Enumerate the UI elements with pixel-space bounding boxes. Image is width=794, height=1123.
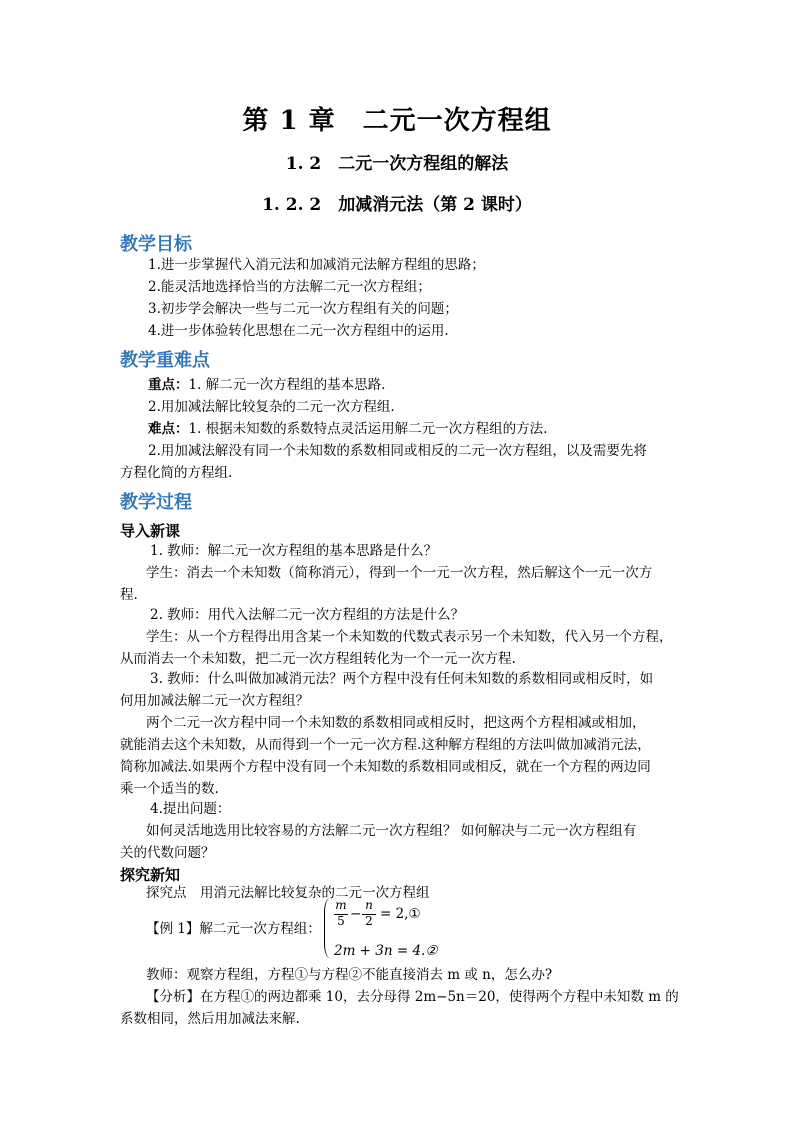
dialogue-line: 学生：从一个方程得出用含某一个未知数的代数式表示另一个未知数，代入另一个方程， xyxy=(146,629,673,645)
key-point-label: 重点： xyxy=(148,377,189,393)
dialogue-line: 4.提出问题： xyxy=(150,801,231,817)
equation-two: 2m + 3n = 4.② xyxy=(334,943,438,959)
dialogue-line: 何用加减法解二元一次方程组？ xyxy=(120,693,309,709)
keypoints-heading: 教学重难点 xyxy=(120,350,210,371)
dialogue-line: 2. 教师：用代入法解二元一次方程组的方法是什么？ xyxy=(150,607,465,623)
difficult-point-line: 方程化简的方程组. xyxy=(120,465,233,481)
difficult-point-line: 2.用加减法解没有同一个未知数的系数相同或相反的二元一次方程组，以及需要先将 xyxy=(148,443,647,459)
key-point-text: 1. 解二元一次方程组的基本思路. xyxy=(188,377,386,393)
dialogue-line: 简称加减法.如果两个方程中没有同一个未知数的系数相同或相反，就在一个方程的两边同 xyxy=(120,759,651,775)
explore-heading: 探究新知 xyxy=(120,866,181,884)
dialogue-line: 程. xyxy=(120,587,138,603)
intro-heading: 导入新课 xyxy=(120,522,181,540)
objective-item: 2.能灵活地选择恰当的方法解二元一次方程组； xyxy=(148,279,431,295)
example-label: 【例 1】解二元一次方程组： xyxy=(146,921,321,937)
explore-point: 探究点 用消元法解比较复杂的二元一次方程组 xyxy=(146,885,430,901)
dialogue-line: 乘一个适当的数. xyxy=(120,781,219,797)
difficult-point-text: 1. 根据未知数的系数特点灵活运用解二元一次方程组的方法. xyxy=(188,421,548,437)
key-point-line xyxy=(148,376,385,394)
dialogue-line: 就能消去这个未知数，从而得到一个一元一次方程.这种解方程组的方法叫做加减消元法， xyxy=(120,737,651,753)
equation-brace xyxy=(324,898,331,958)
objectives-heading: 教学目标 xyxy=(120,234,192,255)
dialogue-line: 学生：消去一个未知数（简称消元），得到一个一元一次方程，然后解这个一元一次方 xyxy=(146,565,653,581)
dialogue-line: 1. 教师：解二元一次方程组的基本思路是什么？ xyxy=(150,543,438,559)
dialogue-line: 关的代数问题？ xyxy=(120,845,215,861)
dialogue-line: 如何灵活地选用比较容易的方法解二元一次方程组？ 如何解决与二元一次方程组有 xyxy=(146,823,637,839)
dialogue-line: 3. 教师：什么叫做加减消元法？两个方程中没有任何未知数的系数相同或相反时，如 xyxy=(150,671,654,687)
section-title: 1. 2 二元一次方程组的解法 xyxy=(285,154,509,174)
fraction-denominator: 5 xyxy=(337,914,345,928)
fraction-numerator: m xyxy=(335,898,347,912)
dialogue-line: 从而消去一个未知数，把二元一次方程组转化为一个一元一次方程. xyxy=(120,651,516,667)
difficult-point-label: 难点： xyxy=(148,421,189,437)
process-heading: 教学过程 xyxy=(120,492,192,513)
dialogue-line: 两个二元一次方程中同一个未知数的系数相同或相反时，把这两个方程相减或相加， xyxy=(146,715,646,731)
difficult-point-line xyxy=(148,420,547,438)
key-point-line: 2.用加减法解比较复杂的二元一次方程组. xyxy=(148,399,395,415)
teacher-question: 教师：观察方程组，方程①与方程②不能直接消去 m 或 n，怎么办? xyxy=(146,967,553,983)
analysis-line: 【分析】在方程①的两边都乘 10，去分母得 2m−5n＝20，使得两个方程中未知数 m 的 xyxy=(146,989,679,1005)
chapter-title: 第 1 章 二元一次方程组 xyxy=(242,106,552,136)
objective-item: 3.初步学会解决一些与二元一次方程组有关的问题； xyxy=(148,301,458,317)
equation-one-rest: = 2,① xyxy=(380,906,421,922)
fraction-numerator: n xyxy=(365,898,373,912)
objective-item: 1.进一步掌握代入消元法和加减消元法解方程组的思路； xyxy=(148,257,485,273)
lesson-title: 1. 2. 2 加减消元法（第 2 课时） xyxy=(262,195,532,215)
objective-item: 4.进一步体验转化思想在二元一次方程组中的运用. xyxy=(148,323,449,339)
analysis-line: 系数相同，然后用加减法来解. xyxy=(120,1011,300,1027)
minus-sign: − xyxy=(350,906,362,922)
fraction-denominator: 2 xyxy=(365,914,373,928)
